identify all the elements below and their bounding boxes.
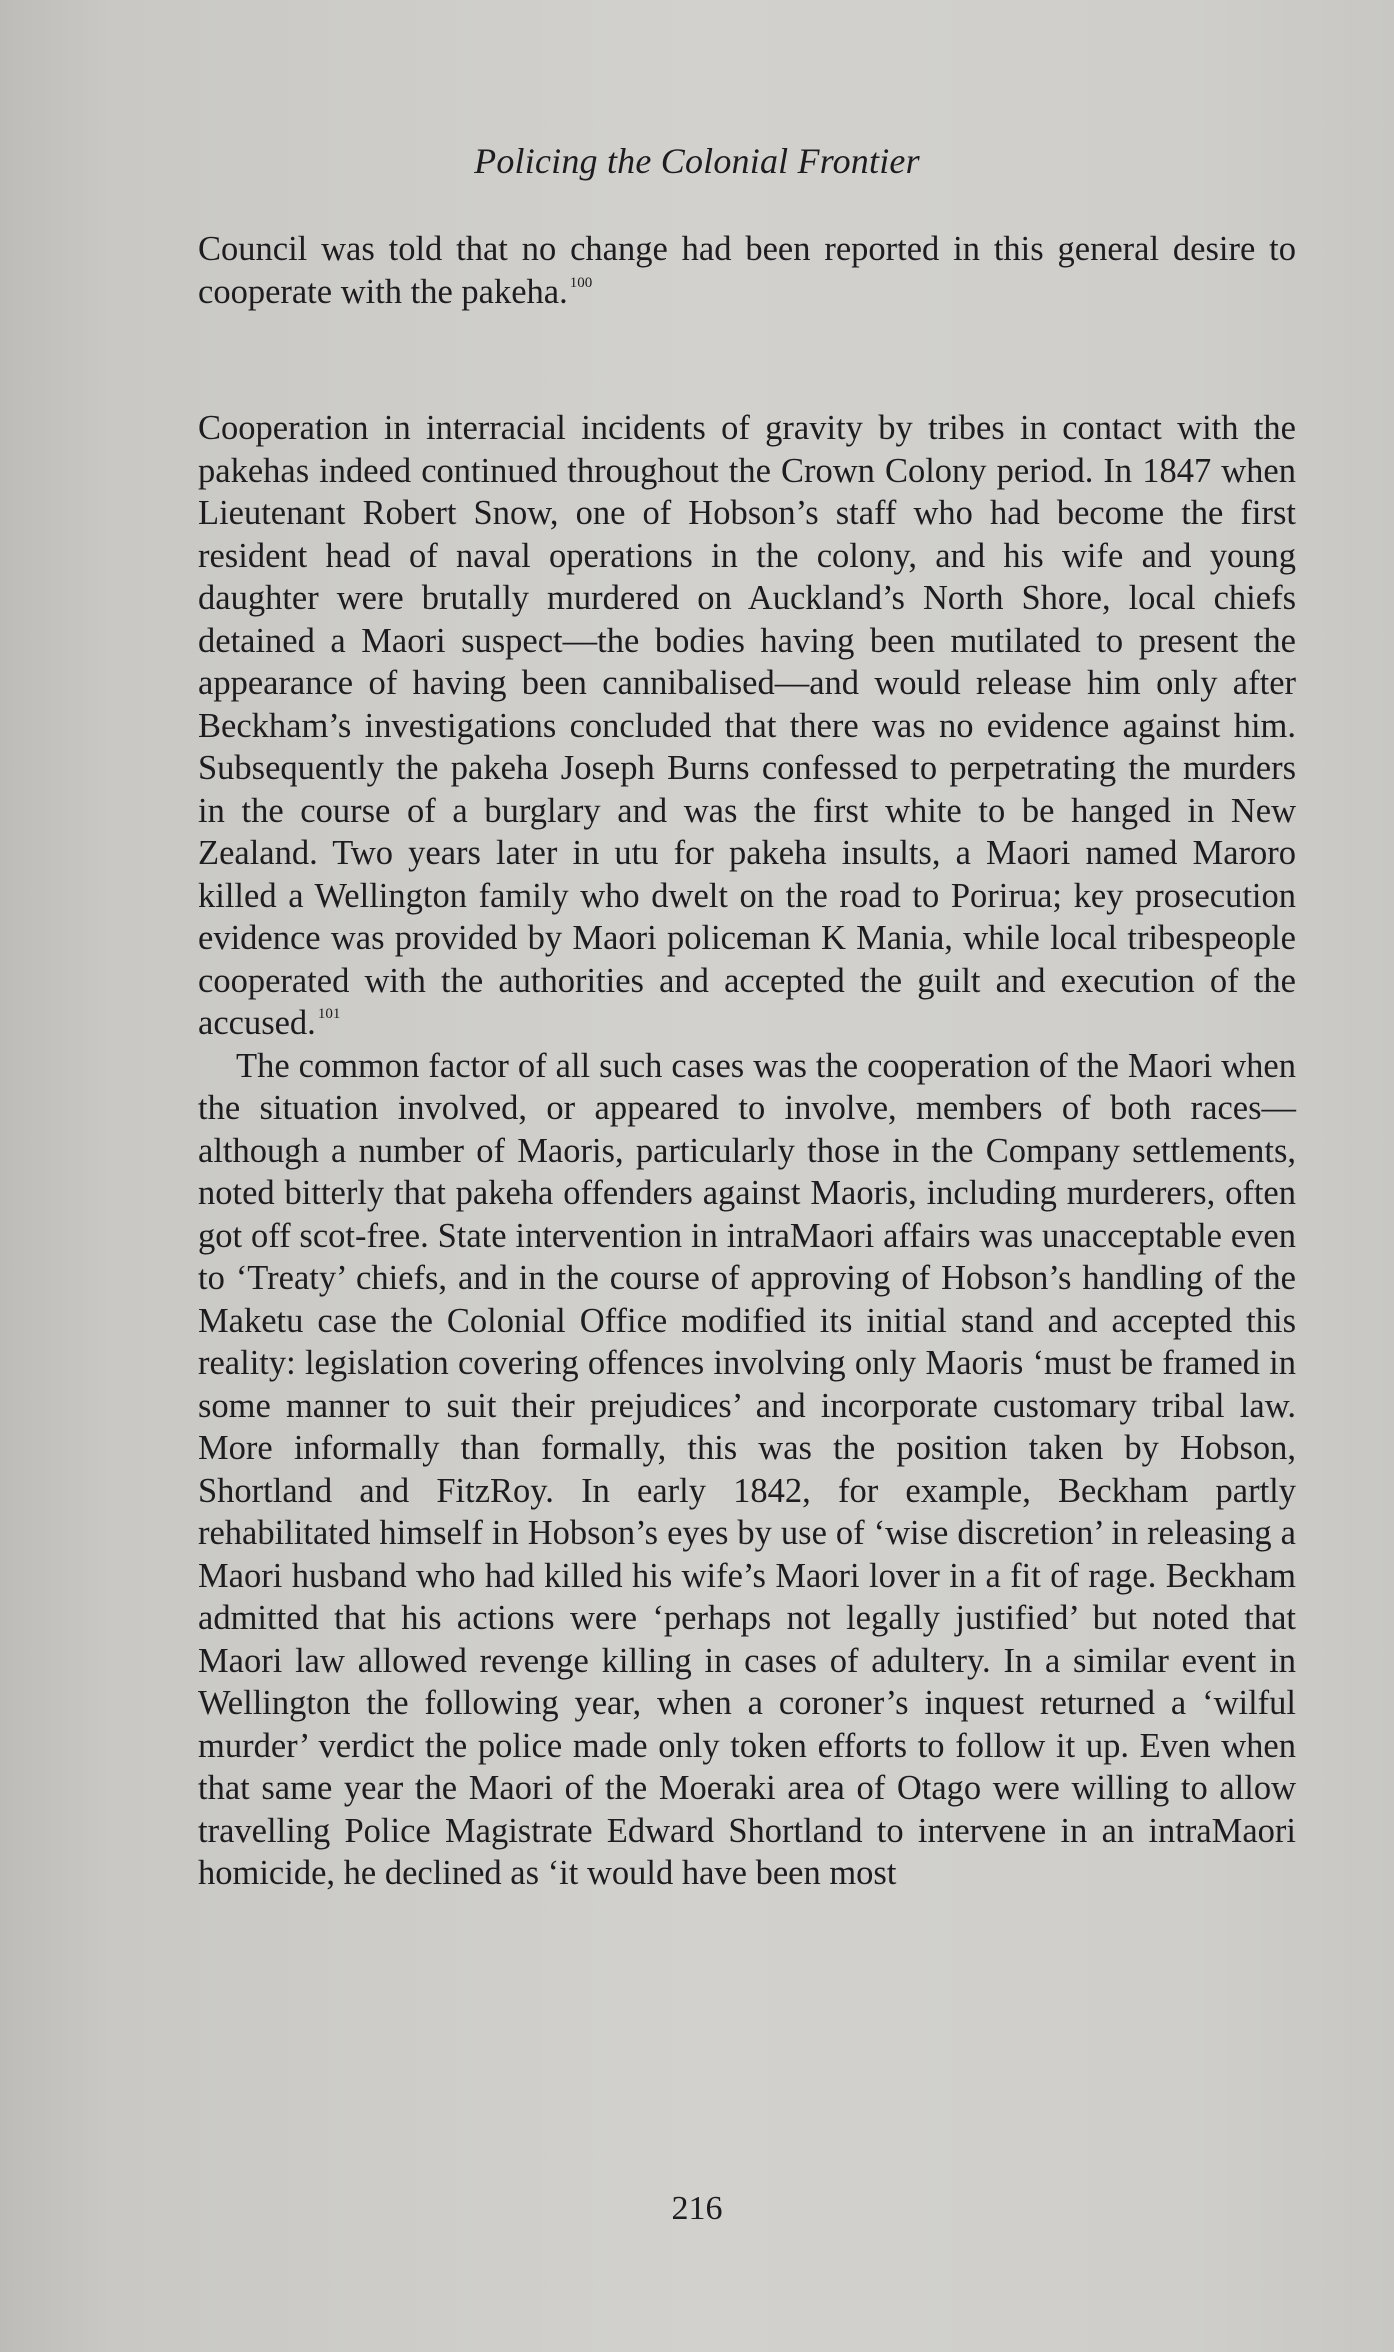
paragraph-2-text: Cooperation in interracial incidents of gravity by tribes in contact with the pakehas indeed continued throughout the Crown Colony period. In 1847 when Lieutenant Robert Snow, one of Hobson’s staff who had become the first resident head of naval operations in the colony, and his wife and young daughter were brutally murdered on Auckland’s North Shore, local chiefs detained a Maori suspect—the bodies having been mutilated to present the appearance of having been cannibalised—and would release him only after Beckham’s investigations concluded that there was no evidence against him. Subsequently the pakeha Joseph Burns confessed to perpetrating the murders in the course of a burglary and was the first white to be hanged in New Zealand. Two years later in utu for pakeha insults, a Maori named Maroro killed a Wellington family who dwelt on the road to Porirua; key prosecution evidence was provided by Maori policeman K Mania, while local tribespeople cooperated with the authorities and accepted the guilt and execution of the accused. — [198, 409, 1296, 1042]
running-head: Policing the Colonial Frontier — [474, 141, 920, 181]
paragraph-1-text: Council was told that no change had been reported in this general desire to cooperate with the pakeha. — [198, 230, 1296, 311]
footnote-ref-101: 101 — [317, 1006, 341, 1022]
paragraph-1 — [198, 228, 1296, 313]
paragraph-3-text: The common factor of all such cases was the cooperation of the Maori when the situation involved, or appeared to involve, members of both races—although a number of Maoris, particularly those in the Company settlements, noted bitterly that pakeha offenders against Maoris, including murderers, often got off scot-free. State intervention in intraMaori affairs was unacceptable even to ‘Treaty’ chiefs, and in the course of approving of Hobson’s handling of the Maketu case the Colonial Office modified its initial stand and accepted this reality: legislation covering offences involving only Maoris ‘must be framed in some manner to suit their prejudices’ and incorporate customary tribal law. More informally than formally, this was the position taken by Hobson, Shortland and FitzRoy. In early 1842, for example, Beckham partly rehabilitated himself in Hobson’s eyes by use of ‘wise discretion’ in releasing a Maori husband who had killed his wife’s Maori lover in a fit of rage. Beckham admitted that his actions were ‘perhaps not legally justified’ but noted that Maori law allowed revenge killing in cases of adultery. In a similar event in Wellington the following year, when a coroner’s inquest returned a ‘wilful murder’ verdict the police made only token efforts to follow it up. Even when that same year the Maori of the Moeraki area of Otago were willing to allow travelling Police Magistrate Edward Shortland to intervene in an intraMaori homicide, he declined as ‘it would have been most — [198, 1046, 1296, 1892]
footnote-ref-100: 100 — [569, 274, 593, 291]
body-text — [198, 228, 1296, 1895]
paragraph-2 — [198, 407, 1296, 1045]
paragraph-3 — [198, 1045, 1296, 1895]
page-number: 216 — [671, 2190, 723, 2227]
